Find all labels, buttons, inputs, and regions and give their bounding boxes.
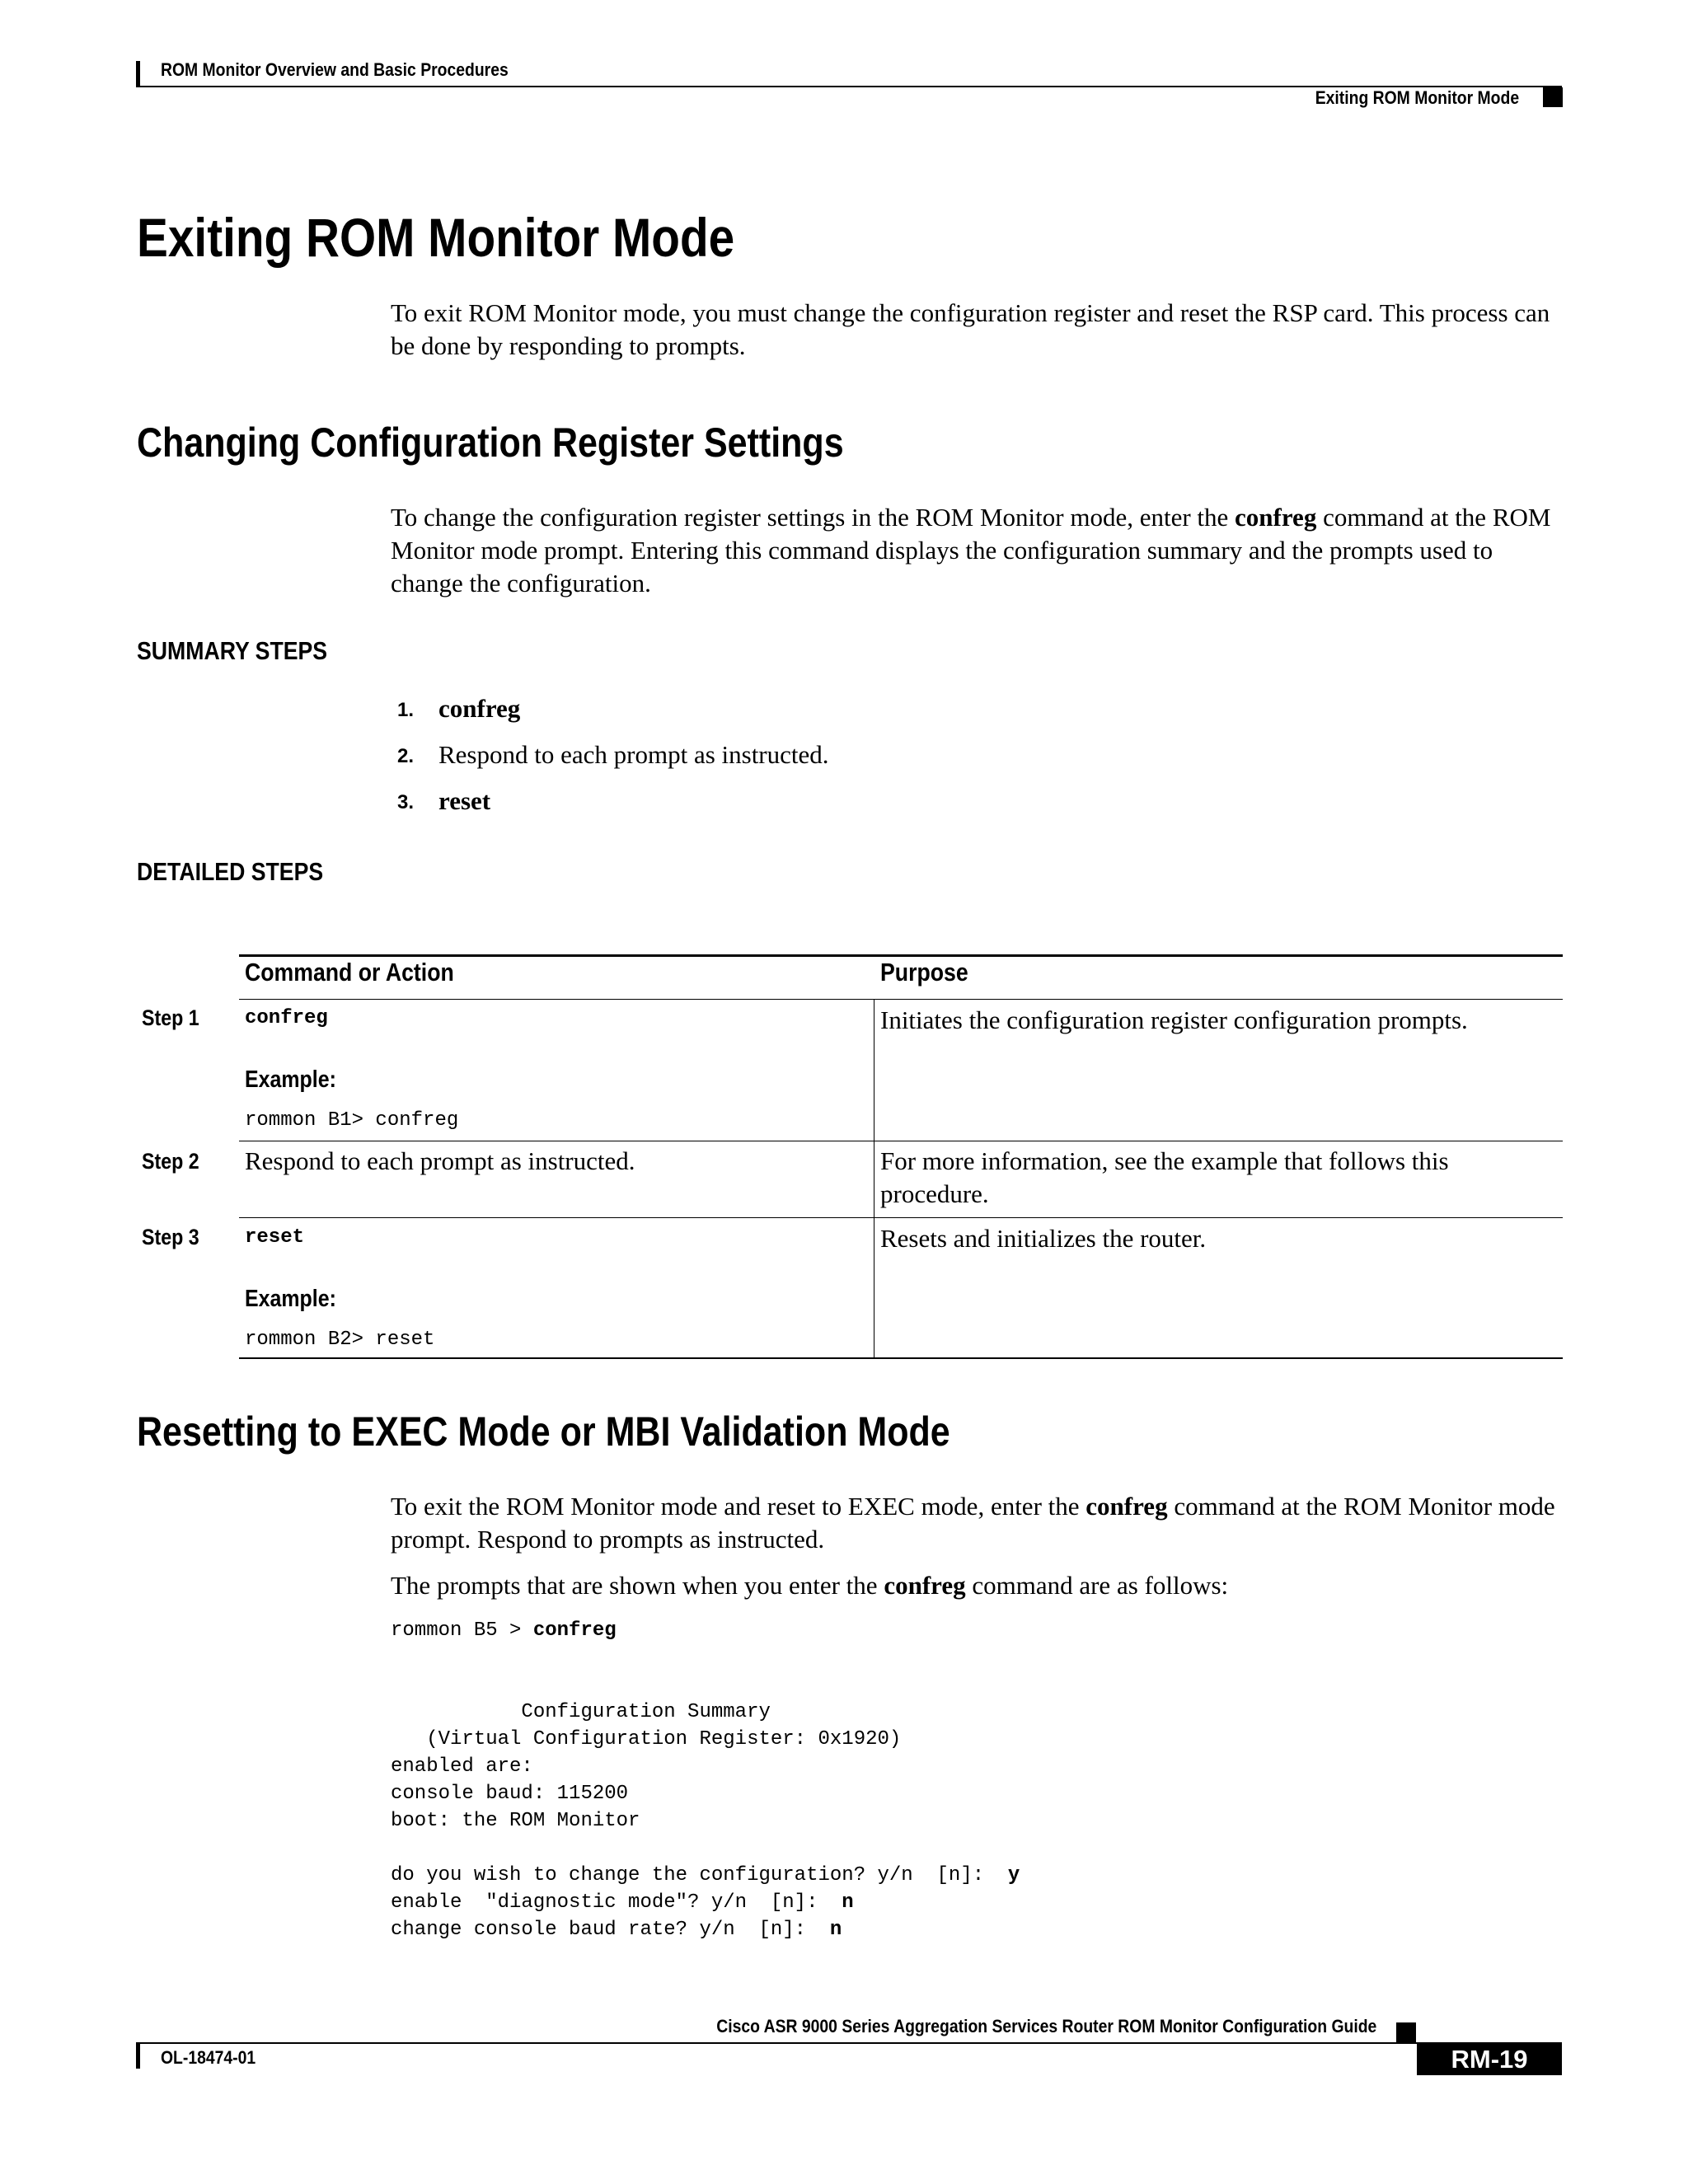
- table-row-purpose: Resets and initializes the router.: [880, 1224, 1207, 1253]
- example-label: Example:: [245, 1286, 336, 1312]
- summary-step-number: 3.: [397, 791, 415, 813]
- example-label: Example:: [245, 1066, 336, 1093]
- header-square: [1543, 87, 1563, 107]
- summary-step-text: Respond to each prompt as instructed.: [438, 740, 829, 769]
- table-row-command: confreg: [245, 1007, 328, 1029]
- page-title: Exiting ROM Monitor Mode: [137, 207, 735, 268]
- table-row-rule: [239, 1217, 1563, 1218]
- table-header-rule: [239, 999, 1563, 1000]
- intro-paragraph: To exit ROM Monitor mode, you must change the configuration register and reset the RSP card. This process can be done by responding to prompts.: [391, 298, 1550, 360]
- footer-guide-title: Cisco ASR 9000 Series Aggregation Services Router ROM Monitor Configuration Guide: [715, 2016, 1376, 2036]
- column-header-purpose: Purpose: [880, 958, 968, 987]
- detailed-steps-label: DETAILED STEPS: [137, 857, 324, 886]
- table-top-rule: [239, 954, 1563, 957]
- table-row-command: reset: [245, 1226, 305, 1249]
- section1-paragraph: To change the configuration register settings in the ROM Monitor mode, enter the confreg command at the ROM Monitor mode prompt. Entering this command displays the configuration summary and the prompts used to change the configuration.: [391, 503, 1551, 598]
- step-label: Step 3: [142, 1225, 199, 1249]
- table-row-purpose: Initiates the configuration register configuration prompts.: [880, 1005, 1468, 1034]
- summary-steps-label: SUMMARY STEPS: [137, 636, 328, 665]
- summary-step-text: confreg: [438, 694, 521, 723]
- header-left-bar: [136, 61, 140, 86]
- section2-paragraph-1: To exit the ROM Monitor mode and reset to EXEC mode, enter the confreg command at the ROM Monitor mode prompt. Respond to prompts as instructed.: [391, 1492, 1555, 1554]
- footer-square: [1396, 2022, 1416, 2042]
- example-code: rommon B2> reset: [245, 1329, 435, 1351]
- section-heading-config-register: Changing Configuration Register Settings: [137, 419, 844, 466]
- summary-step-number: 2.: [397, 745, 415, 767]
- footer-left-bar: [136, 2044, 140, 2069]
- column-header-command: Command or Action: [245, 958, 454, 987]
- step-label: Step 2: [142, 1149, 199, 1174]
- header-section-title: Exiting ROM Monitor Mode: [1315, 87, 1519, 108]
- section-heading-exec-mode: Resetting to EXEC Mode or MBI Validation Mode: [137, 1408, 950, 1455]
- table-row-purpose: For more information, see the example that follows this procedure.: [880, 1146, 1449, 1208]
- table-row-command: Respond to each prompt as instructed.: [245, 1146, 635, 1175]
- step-label: Step 1: [142, 1005, 199, 1030]
- footer-doc-number: OL-18474-01: [161, 2047, 256, 2068]
- footer-rule: [136, 2042, 1562, 2044]
- header-chapter-title: ROM Monitor Overview and Basic Procedures: [161, 59, 509, 80]
- summary-step-number: 1.: [397, 699, 415, 721]
- example-code: rommon B1> confreg: [245, 1109, 459, 1132]
- page-number-badge: RM-19: [1417, 2044, 1562, 2075]
- confreg-example-code: rommon B5 > confreg Configuration Summary (Virtual Configuration Register: 0x1920) enabled are: console baud: 115200 boot: the ROM Monitor do you wish to change the configuration? y/n [n]: y enable "diagnostic mode"? y/n [n]: n change console baud rate? y/n [n]: n: [391, 1619, 1020, 1941]
- table-bottom-rule: [239, 1357, 1563, 1359]
- summary-step-text: reset: [438, 786, 491, 815]
- section2-paragraph-2: The prompts that are shown when you enter the confreg command are as follows:: [391, 1571, 1229, 1600]
